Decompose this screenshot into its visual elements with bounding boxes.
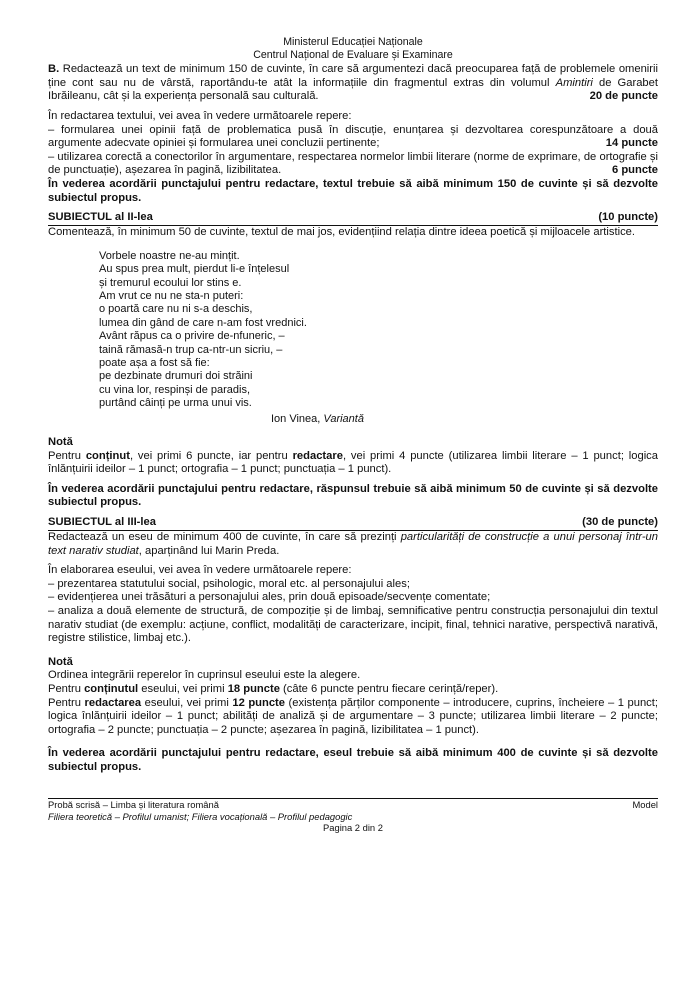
poem-author: Ion Vinea, [271, 412, 324, 425]
subject-2-task: Comentează, în minimum 50 de cuvinte, textul de mai jos, evidențiind relația dintre ideea poetică și mijloacele artistice. [48, 226, 636, 239]
subject-3-repere-3: – analiza a două elemente de structură, de compoziție și de limbaj, semnificative pentru construcția personajului din textul narativ studiat (de exemplu: acțiune, conflict, modalități de caracterizare, incipit, final, tehnici narative, perspectivă narativă, registre stilistice, limbaj etc.). [48, 604, 658, 645]
model-label: Model [632, 799, 658, 811]
subject-3-repere-1: – prezentarea statutului social, psihologic, moral etc. al personajului ales; [48, 577, 410, 590]
document-footer [48, 799, 658, 833]
subject-2-heading [48, 211, 658, 226]
poem-line: lumea din gând de care n-am fost vrednici. [99, 316, 307, 329]
part-b-task: B. Redactează un text de minimum 150 de cuvinte, în care să argumentezi dacă preocuparea față de problemele omenirii ține cont sau nu de vârstă, raportându-te atât la informațiile din fragmentul extras din volumul Amintiri de Garabet Ibrăileanu, cât și la experiența personală sau culturală. 20 de puncte [48, 63, 658, 103]
part-b-label: B. [48, 63, 60, 76]
repere-2-points: 6 puncte [611, 164, 658, 177]
subject-2-title: SUBIECTUL al II-lea [48, 211, 153, 224]
subject-3-repere-2: – evidențierea unei trăsături a personajului ales, prin două episoade/secvențe comentate; [48, 591, 491, 604]
subject-3-note-title: Notă [48, 655, 73, 668]
subject-3-note-2: Pentru conținutul eseului, vei primi 18 puncte (câte 6 puncte pentru fiecare cerință/reper). [48, 682, 499, 695]
repere-1-points: 14 puncte [605, 137, 658, 150]
subject-3-requirement: În vederea acordării punctajului pentru redactare, eseul trebuie să aibă minimum 400 de cuvinte și să dezvolte subiectul propus. [48, 747, 658, 773]
subject-3-points: (30 de puncte) [582, 515, 658, 528]
subject-3-note-1: Ordinea integrării reperelor în cuprinsul eseului este la alegere. [48, 669, 361, 682]
poem-line: taină rămasă-n trup ca-ntr-un sicriu, – [99, 343, 283, 356]
poem-attribution [271, 413, 658, 426]
subject-3-heading [48, 516, 658, 531]
exam-name: Probă scrisă – Limba și literatura română [48, 799, 219, 811]
part-b-repere-2: – utilizarea corectă a conectorilor în argumentare, respectarea normelor limbii literare (norme de exprimare, de ortografie și de punctuație), așezarea în pagină, lizibilitatea. 6 puncte [48, 150, 658, 177]
poem-line: pe dezbinate drumuri doi străini [99, 370, 253, 383]
subject-2-requirement: În vederea acordării punctajului pentru redactare, răspunsul trebuie să aibă minimum 50 de cuvinte și să dezvolte subiectul propus. [48, 482, 658, 509]
poem-line: Avânt răpus ca o privire de-nfuneric, – [99, 330, 285, 343]
part-b [48, 63, 658, 205]
poem-line: Au spus prea mult, pierdut li-e înțelesul [99, 263, 290, 276]
poem-title: Variantă [323, 412, 364, 425]
subject-2-note-title: Notă [48, 436, 73, 448]
poem [99, 250, 658, 426]
ministry-name: Ministerul Educației Naționale [283, 36, 423, 48]
subject-3-note-3: Pentru redactarea eseului, vei primi 12 puncte (existența părților componente – introducere, cuprins, încheiere – 1 punct; logica înlănțuirii ideilor – 1 punct; abilități de analiză și de argumentare – 3 puncte; utilizarea limbii literare – 2 puncte; ortografia – 2 puncte; punctuația – 2 puncte; așezarea în pagină, lizibilitatea – 1 punct). [48, 696, 658, 736]
part-b-repere-intro: În redactarea textului, vei avea în vedere următoarele repere: [48, 109, 352, 122]
poem-line: și tremurul ecoului lor stins e. [99, 276, 242, 289]
subject-2 [48, 211, 658, 510]
poem-line: Am vrut ce nu ne sta-n puteri: [99, 289, 244, 302]
part-b-repere-1: – formularea unei opinii față de problematica pusă în discuție, enunțarea și dezvoltarea corespunzătoare a două argumente adecvate opiniei și formularea unei concluzii pertinente; 14 puncte [48, 123, 658, 150]
subject-2-points: (10 puncte) [598, 211, 658, 224]
part-b-points: 20 de puncte [589, 90, 658, 103]
footer-row [48, 799, 658, 810]
exam-page [48, 36, 658, 833]
poem-line: Vorbele noastre ne-au mințit. [99, 249, 240, 262]
poem-line: cu vina lor, respinși de paradis, [99, 383, 251, 396]
part-b-requirement: În vederea acordării punctajului pentru redactare, textul trebuie să aibă minimum 150 de cuvinte și să dezvolte subiectul propus. [48, 177, 658, 204]
subject-3-task: Redactează un eseu de minimum 400 de cuvinte, în care să prezinți particularități de construcție a unui personaj într-un text narativ studiat, aparținând lui Marin Preda. [48, 530, 658, 557]
profile-line: Filiera teoretică – Profilul umanist; Filiera vocațională – Profilul pedagogic [48, 810, 353, 822]
book-title: Amintiri [555, 76, 593, 89]
subject-3 [48, 516, 658, 775]
page-number: Pagina 2 din 2 [323, 821, 383, 833]
poem-line: o poartă care nu ni s-a deschis, [99, 303, 253, 316]
center-name: Centrul Național de Evaluare și Examinare [253, 48, 453, 61]
poem-line: poate așa a fost să fie: [99, 356, 210, 369]
subject-3-title: SUBIECTUL al III-lea [48, 515, 156, 528]
poem-line: purtând câinți pe urma unui vis. [99, 397, 252, 410]
subject-3-repere-intro: În elaborarea eseului, vei avea în vedere următoarele repere: [48, 564, 352, 577]
subject-2-note: Pentru conținut, vei primi 6 puncte, iar pentru redactare, vei primi 4 puncte (utilizarea limbii literare – 1 punct; logica înlănțuirii ideilor – 1 punct; ortografia – 1 punct; punctuația – 1 punct). [48, 449, 658, 476]
document-header [48, 36, 658, 61]
